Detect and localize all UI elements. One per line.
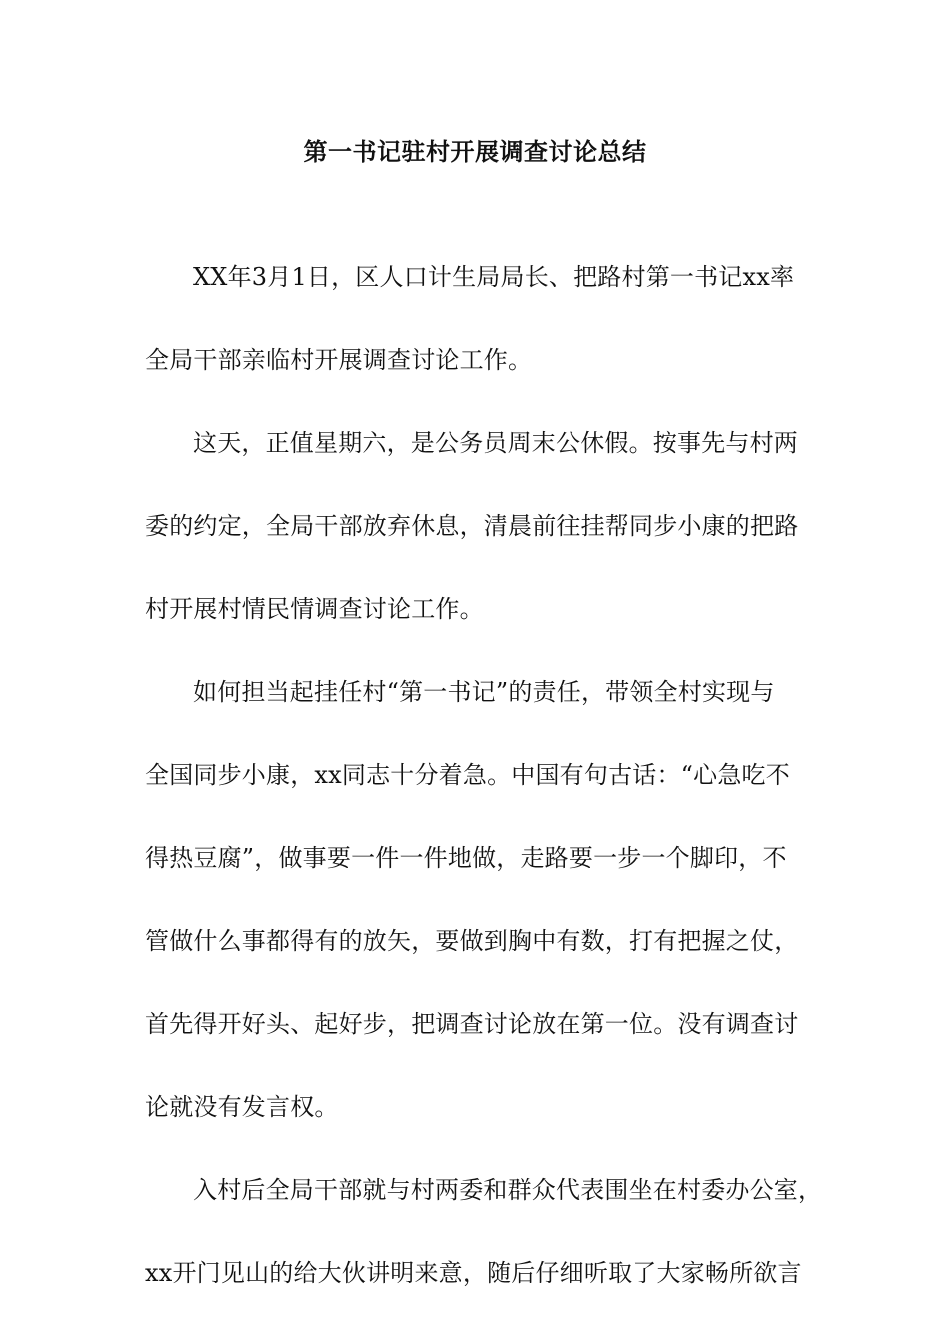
paragraph [145,422,810,631]
text-line: 村开展村情民情调查讨论工作。 [145,595,484,623]
text-line: 如何担当起挂任村“第一书记”的责任，带领全村实现与 [193,678,775,706]
text-line: xx开门见山的给大伙讲明来意，随后仔细听取了大家畅所欲言 [145,1259,802,1287]
paragraph [145,1169,823,1295]
text-line: 首先得开好头、起好步，把调查讨论放在第一位。没有调查讨 [145,1010,799,1038]
text-line: 得热豆腐”，做事要一件一件地做，走路要一步一个脚印，不 [145,844,787,872]
text-line: 管做什么事都得有的放矢，要做到胸中有数，打有把握之仗， [145,927,799,955]
document-title: 第一书记驻村开展调查讨论总结 [303,137,647,166]
text-line: 这天，正值星期六，是公务员周末公休假。按事先与村两 [193,429,798,457]
text-line: 委的约定，全局干部放弃休息，清晨前往挂帮同步小康的把路 [145,512,799,540]
paragraph [145,256,810,382]
text-line: 全局干部亲临村开展调查讨论工作。 [145,346,533,374]
text-line: 全国同步小康，xx同志十分着急。中国有句古话：“心急吃不 [145,761,790,789]
text-line: 入村后全局干部就与村两委和群众代表围坐在村委办公室， [193,1176,823,1204]
text-line: 论就没有发言权。 [145,1093,339,1121]
paragraph [145,671,810,1129]
document-body [145,256,823,1335]
text-line: XX年3月1日，区人口计生局局长、把路村第一书记xx率 [193,263,795,291]
